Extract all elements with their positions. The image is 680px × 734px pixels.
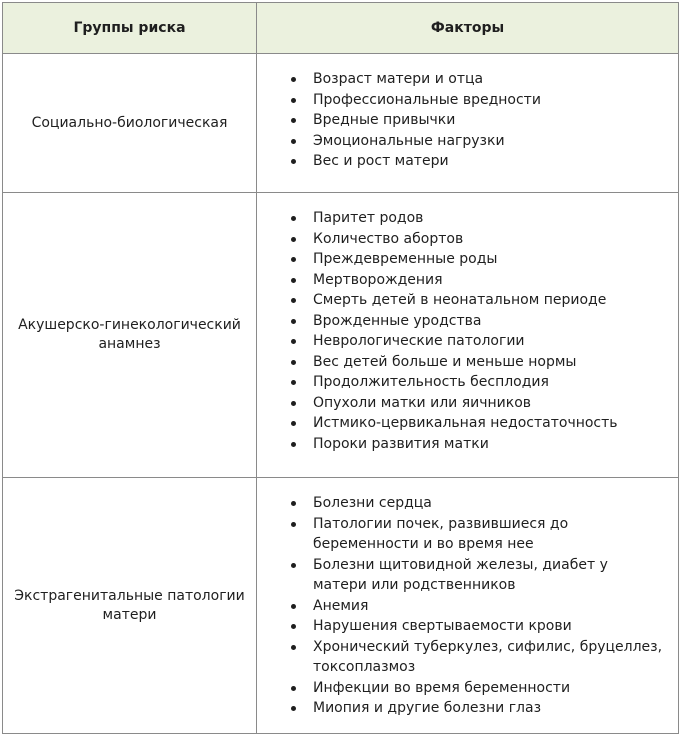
factors-list <box>257 478 678 719</box>
table-row <box>3 193 679 478</box>
list-item: Паритет родов <box>289 208 666 229</box>
list-item: Болезни щитовидной железы, диабет у матери или родственников <box>289 555 666 596</box>
header-row <box>3 3 679 54</box>
header-factors: Факторы <box>257 3 679 54</box>
list-item: Опухоли матки или яичников <box>289 393 666 414</box>
table-row <box>3 478 679 734</box>
list-item: Инфекции во время беременности <box>289 678 666 699</box>
group-cell: Социально-биологическая <box>3 54 257 193</box>
list-item: Мертворождения <box>289 270 666 291</box>
table-header <box>3 3 679 54</box>
factors-list <box>257 193 678 454</box>
list-item: Вредные привычки <box>289 110 666 131</box>
list-item: Хронический туберкулез, сифилис, бруцеллез, токсоплазмоз <box>289 637 666 678</box>
list-item: Эмоциональные нагрузки <box>289 131 666 152</box>
list-item: Неврологические патологии <box>289 331 666 352</box>
group-cell: Акушерско-гинекологический анамнез <box>3 193 257 478</box>
list-item: Истмико-цервикальная недостаточность <box>289 413 666 434</box>
list-item: Количество абортов <box>289 229 666 250</box>
factors-cell <box>257 193 679 478</box>
list-item: Патологии почек, развившиеся до беременности и во время нее <box>289 514 666 555</box>
list-item: Возраст матери и отца <box>289 69 666 90</box>
factors-cell <box>257 478 679 734</box>
group-cell: Экстрагенитальные патологии матери <box>3 478 257 734</box>
list-item: Врожденные уродства <box>289 311 666 332</box>
factors-list <box>257 54 678 172</box>
list-item: Продолжительность бесплодия <box>289 372 666 393</box>
table-body <box>3 54 679 734</box>
list-item: Пороки развития матки <box>289 434 666 455</box>
list-item: Преждевременные роды <box>289 249 666 270</box>
list-item: Профессиональные вредности <box>289 90 666 111</box>
factors-cell <box>257 54 679 193</box>
list-item: Миопия и другие болезни глаз <box>289 698 666 719</box>
header-risk-groups: Группы риска <box>3 3 257 54</box>
list-item: Нарушения свертываемости крови <box>289 616 666 637</box>
list-item: Болезни сердца <box>289 493 666 514</box>
risk-factors-table <box>2 2 679 734</box>
list-item: Смерть детей в неонатальном периоде <box>289 290 666 311</box>
list-item: Анемия <box>289 596 666 617</box>
list-item: Вес и рост матери <box>289 151 666 172</box>
table-row <box>3 54 679 193</box>
list-item: Вес детей больше и меньше нормы <box>289 352 666 373</box>
